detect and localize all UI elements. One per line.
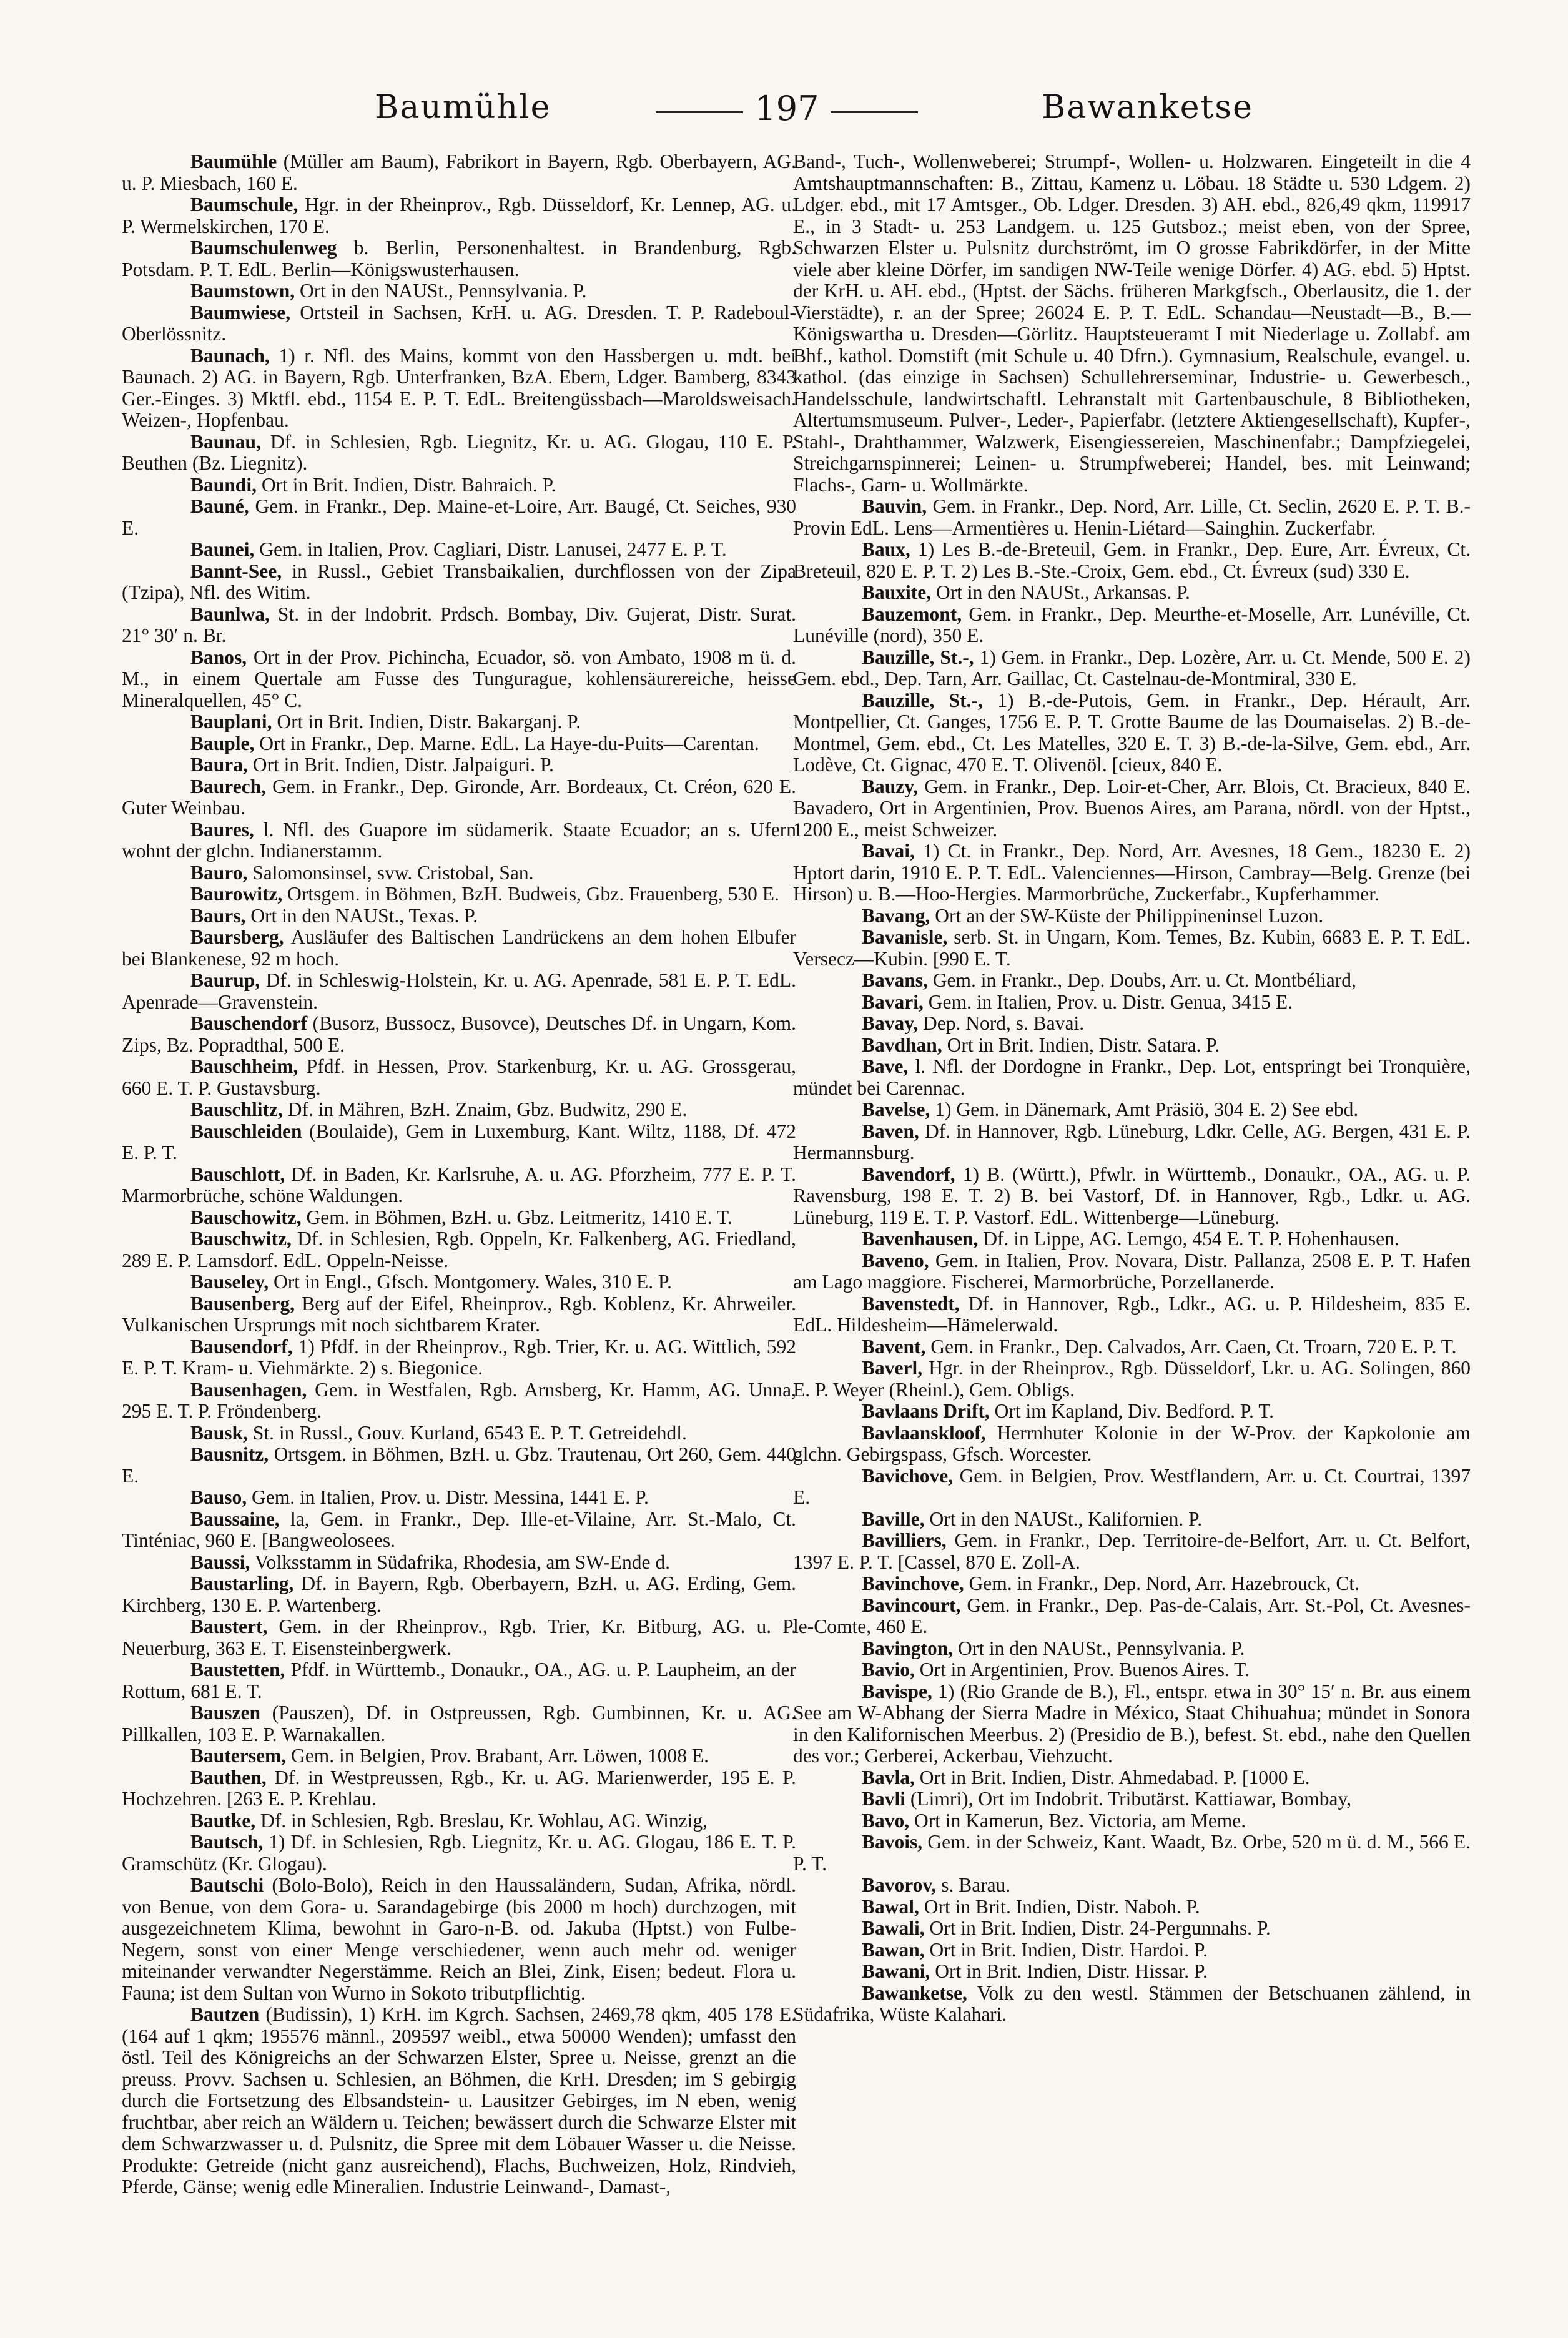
dictionary-entry [122,604,796,647]
entry-headword: Bauso, [190,1486,247,1508]
entry-headword: Bautke, [190,1809,256,1832]
entry-headword: Bawanketse, [862,1981,967,2004]
dictionary-entry [122,1573,796,1616]
entry-text: Df. in Westpreussen, Rgb., Kr. u. AG. Marienwerder, 195 E. P. Hochzehren. [263 E. P. Krehlau. [122,1766,796,1810]
entry-headword: Bausk, [190,1421,248,1444]
entry-text: l. Nfl. der Dordogne in Frankr., Dep. Lot, entspringt bei Tronquière, mündet bei Carennac. [793,1055,1471,1099]
entry-headword: Bavo, [862,1809,910,1832]
entry-headword: Baurowitz, [190,883,283,905]
entry-headword: Baura, [190,754,248,776]
entry-text: Salomonsinsel, svw. Cristobal, San. [252,861,534,884]
entry-headword: Bautschi [190,1874,264,1896]
entry-headword: Baumschule, [190,194,298,215]
entry-text: Hgr. in der Rheinprov., Rgb. Düsseldorf, Kr. Lennep, AG. u. P. Wermelskirchen, 170 E. [122,194,796,237]
entry-headword: Bavenstedt, [862,1292,960,1315]
entry-headword: Bausenberg, [190,1292,295,1315]
entry-text: serb. St. in Ungarn, Kom. Temes, Bz. Kubin, 6683 E. P. T. EdL. Versecz—Kubin. [990 E. T. [793,926,1471,970]
dictionary-entry [122,862,796,884]
entry-text: Gem. in Westfalen, Rgb. Arnsberg, Kr. Hamm, AG. Unna, 295 E. T. P. Fröndenberg. [122,1378,796,1422]
dictionary-entry [122,1810,796,1832]
entry-text: Ort in den NAUSt., Arkansas. P. [936,581,1190,603]
entry-text: Df. in Schlesien, Rgb. Oppeln, Kr. Falkenberg, AG. Friedland, 289 E. P. Lamsdorf. EdL. Oppeln-Neisse. [122,1228,797,1271]
entry-headword: Bauschheim, [190,1055,298,1077]
dictionary-entry [122,1552,796,1574]
dictionary-entry [793,776,1471,841]
dictionary-entry [122,1875,796,2004]
entry-headword: Bavai, [862,840,915,862]
entry-text: la, Gem. in Frankr., Dep. Ille-et-Vilaine, Arr. St.-Malo, Ct. Tinténiac, 960 E. [Bangweolosees. [122,1507,797,1551]
entry-text: Ort in Kamerun, Bez. Victoria, am Meme. [914,1809,1246,1832]
entry-text: (Pauszen), Df. in Ostpreussen, Rgb. Gumbinnen, Kr. u. AG. Pillkallen, 103 E. P. Warnakallen. [122,1702,797,1745]
dictionary-entry [793,1918,1471,1940]
entry-headword: Baux, [862,538,910,560]
entry-text: Gem. in Frankr., Dep. Meurthe-et-Moselle, Arr. Lunéville, Ct. Lunéville (nord), 350 E. [793,603,1471,646]
right-column [793,151,1471,2026]
entry-text: Ort in Argentinien, Prov. Buenos Aires. T. [919,1659,1250,1680]
entry-text: Ausläufer des Baltischen Landrückens an dem hohen Elbufer bei Blankenese, 92 m hoch. [122,926,796,970]
entry-headword: Bavois, [862,1831,923,1853]
entry-headword: Bauschleiden [190,1120,302,1142]
dictionary-entry [122,884,796,905]
entry-text: Ort in Frankr., Dep. Marne. EdL. La Haye-du-Puits—Carentan. [259,732,759,754]
dictionary-entry [793,151,1471,496]
dictionary-entry [122,1293,796,1336]
entry-headword: Bavdhan, [862,1033,942,1056]
dictionary-entry [793,604,1471,647]
dictionary-entry [122,733,796,755]
dictionary-entry [122,1767,796,1810]
dictionary-entry [122,237,796,280]
entry-text: Ort in Brit. Indien, Distr. Hardoi. P. [929,1938,1208,1961]
entry-text: Gem. in Belgien, Prov. Westflandern, Arr. u. Ct. Courtrai, 1397 E. [793,1464,1471,1508]
entry-headword: Baven, [862,1120,919,1142]
dictionary-entry [122,1336,796,1379]
entry-headword: Bavay, [862,1012,919,1034]
dictionary-entry [122,345,796,432]
entry-headword: Baumwiese, [190,301,291,323]
entry-text: 1) Pfdf. in der Rheinprov., Rgb. Trier, Kr. u. AG. Wittlich, 592 E. P. T. Kram- u. Viehmärkte. 2) s. Biegonice. [122,1335,797,1379]
dictionary-entry [793,539,1471,582]
entry-headword: Bauseley, [190,1271,269,1293]
entry-headword: Bawal, [862,1895,919,1918]
entry-text: Gem. in Frankr., Dep. Nord, Arr. Lille, Ct. Seclin, 2620 E. P. T. B.-Provin EdL. Lens—Armentières u. Henin-Liétard—Sainghin. Zuckerfabr. [793,495,1471,539]
dictionary-entry [122,280,796,302]
dictionary-entry [793,1983,1471,2026]
entry-headword: Bauschwitz, [190,1228,292,1250]
entry-headword: Bavenhausen, [862,1228,979,1250]
entry-headword: Baumühle [190,150,277,172]
dictionary-entry [122,776,796,819]
entry-headword: Bausenhagen, [190,1378,307,1401]
entry-headword: Baunlwa, [190,603,270,625]
dictionary-entry [122,432,796,475]
entry-text: Gem. in Italien, Prov. Cagliari, Distr. Lanusei, 2477 E. P. T. [259,538,727,560]
entry-headword: Bauzy, [862,775,919,797]
dictionary-entry [122,2004,796,2198]
dictionary-entry [122,561,796,604]
entry-headword: Baustetten, [190,1659,285,1680]
page-header [0,89,1568,132]
entry-text: Gem. in Frankr., Dep. Gironde, Arr. Bordeaux, Ct. Créon, 620 E. Guter Weinbau. [122,775,797,819]
dictionary-entry [793,1336,1471,1358]
left-running-head: Baumühle [375,89,551,126]
entry-text: Berg auf der Eifel, Rheinprov., Rgb. Koblenz, Kr. Ahrweiler. Vulkanischen Ursprungs mit noch sichtbarem Krater. [122,1292,796,1336]
entry-text: Ort im Kapland, Div. Bedford. P. T. [994,1400,1274,1422]
entry-text: s. Barau. [941,1874,1011,1896]
entry-headword: Bavelse, [862,1098,930,1120]
dictionary-entry [793,1659,1471,1681]
entry-text: Ort in Brit. Indien, Distr. Jalpaiguri. P. [252,754,554,776]
dictionary-entry [122,194,796,237]
entry-headword: Bawan, [862,1938,925,1961]
dictionary-entry [793,690,1471,776]
left-column [122,151,796,2198]
entry-headword: Baures, [190,818,254,841]
dictionary-entry [122,1271,796,1293]
entry-headword: Bautersem, [190,1745,287,1767]
dictionary-entry [793,1788,1471,1810]
entry-headword: Bauplani, [190,711,272,732]
entry-headword: Baverl, [862,1357,923,1379]
dictionary-entry [793,1681,1471,1767]
entry-text: 1) Gem. in Dänemark, Amt Präsiö, 304 E. 2) See ebd. [935,1098,1359,1120]
dictionary-entry [793,1509,1471,1531]
entry-text: Ort in Brit. Indien, Distr. 24-Pergunnahs. P. [929,1917,1271,1939]
entry-headword: Bavli [862,1788,906,1810]
dictionary-entry [122,302,796,345]
entry-headword: Bautzen [190,2003,260,2025]
dictionary-entry [122,1164,796,1207]
dictionary-entry [122,151,796,194]
dictionary-entry [122,539,796,561]
dictionary-entry [793,927,1471,970]
dictionary-entry [793,1056,1471,1099]
entry-headword: Bavington, [862,1637,954,1659]
dictionary-entry [122,1013,796,1056]
entry-headword: Bavendorf, [862,1163,955,1185]
entry-headword: Bavilliers, [862,1529,947,1551]
header-rule-right [831,111,918,113]
entry-text: Gem. in Frankr., Dep. Nord, Arr. Hazebrouck, Ct. [969,1572,1360,1594]
dictionary-entry [122,711,796,733]
dictionary-entry [122,1379,796,1423]
entry-headword: Banos, [190,646,247,668]
dictionary-entry [793,1358,1471,1401]
dictionary-entry [793,1940,1471,1961]
dictionary-entry [793,841,1471,905]
entry-headword: Bavlaanskloof, [862,1421,986,1444]
entry-text: 1) Df. in Schlesien, Rgb. Liegnitz, Kr. u. AG. Glogau, 186 E. T. P. Gramschütz (Kr. Glogau). [122,1831,796,1875]
entry-text: Ort in Brit. Indien, Distr. Naboh. P. [924,1895,1200,1918]
entry-text: (Budissin), 1) KrH. im Kgrch. Sachsen, 2469,78 qkm, 405 178 E. (164 auf 1 qkm; 195576 männl., 209597 weibl., etwa 50000 Wenden); umfasst den östl. Teil des Königreichs an der Schwarzen Elster, Spree u. Neisse, grenzt an die preuss. Provv. Sachsen u. Schlesien, an Böhmen, die KrH. Dresden; im S gebirgig durch die Fortsetzung des Elbsandstein- u. Lausitzer Gebirges, im N eben, wenig fruchtbar, aber reich an Wäldern u. Teichen; bewässert durch die Schwarze Elster mit dem Schwarzwasser u. d. Pulsnitz, die Spree mit dem Löbauer Wasser u. die Neisse. Produkte: Getreide (nicht ganz ausreichend), Flachs, Buchweizen, Holz, Rindvieh, Pferde, Gänse; wenig edle Mineralien. Industrie Leinwand-, Damast-, [122,2003,796,2197]
entry-text: Df. in Hannover, Rgb., Ldkr., AG. u. P. Hildesheim, 835 E. EdL. Hildesheim—Hämelerwald. [793,1292,1471,1336]
entry-headword: Bavent, [862,1335,926,1358]
dictionary-entry [122,1487,796,1509]
entry-headword: Bavari, [862,990,924,1013]
entry-text: Df. in Schleswig-Holstein, Kr. u. AG. Apenrade, 581 E. P. T. EdL. Apenrade—Gravenstein. [122,969,796,1013]
entry-text: Ort in Engl., Gfsch. Montgomery. Wales, 310 E. P. [274,1271,672,1293]
entry-text: Gem. in der Schweiz, Kant. Waadt, Bz. Orbe, 520 m ü. d. M., 566 E. P. T. [793,1831,1471,1875]
dictionary-entry [793,1466,1471,1509]
entry-headword: Bauné, [190,495,249,517]
dictionary-entry [793,1121,1471,1164]
entry-text: Ort in Brit. Indien, Distr. Bakarganj. P. [277,711,581,732]
dictionary-entry [122,1702,796,1745]
entry-text: Df. in Lippe, AG. Lemgo, 454 E. T. P. Hohenhausen. [983,1228,1399,1250]
entry-text: Gem. in Frankr., Dep. Calvados, Arr. Caen, Ct. Troarn, 720 E. P. T. [930,1335,1457,1358]
dictionary-entry [793,1250,1471,1293]
entry-headword: Bauzille, St.-, [862,689,983,711]
entry-headword: Baundi, [190,473,257,496]
entry-text: Gem. in Böhmen, BzH. u. Gbz. Leitmeritz, 1410 E. T. [306,1206,732,1228]
dictionary-entry [793,970,1471,992]
entry-text: (Limri), Ort im Indobrit. Tributärst. Kattiawar, Bombay, [910,1788,1352,1810]
entry-headword: Bausendorf, [190,1335,293,1358]
dictionary-entry [122,1228,796,1271]
entry-headword: Bauxite, [862,581,932,603]
entry-headword: Bavla, [862,1766,915,1788]
dictionary-entry [122,496,796,539]
entry-text: Ort in Brit. Indien, Distr. Satara. P. [947,1033,1220,1056]
entry-headword: Bavichove, [862,1464,954,1487]
entry-text: Ort in den NAUSt., Pennsylvania. P. [300,280,587,302]
entry-headword: Baursberg, [190,926,284,948]
dictionary-entry [793,1595,1471,1638]
entry-text: 1) (Rio Grande de B.), Fl., entspr. etwa in 30° 15′ n. Br. aus einem See am W-Abhang der Sierra Madre in México, Staat Chihuahua; mündet in Sonora in den Kalifornischen Meerbus. 2) (Presidio de B.), befest. St. ebd., nahe den Quellen des vor.; Gerberei, Ackerbau, Viehzucht. [793,1680,1471,1767]
entry-headword: Bavio, [862,1659,915,1680]
dictionary-entry [793,1423,1471,1466]
entry-text: Gem. in Italien, Prov. u. Distr. Genua, 3415 E. [928,990,1293,1013]
entry-headword: Baustert, [190,1615,268,1637]
dictionary-entry [793,1013,1471,1035]
entry-headword: Bavorov, [862,1874,937,1896]
entry-text: b. Berlin, Personenhaltest. in Brandenburg, Rgb. Potsdam. P. T. EdL. Berlin—Königswusterhausen. [122,237,796,280]
entry-text: Ort in den NAUSt., Pennsylvania. P. [958,1637,1245,1659]
entry-text: Ort in Brit. Indien, Distr. Ahmedabad. P. [1000 E. [919,1766,1310,1788]
entry-text: 1) r. Nfl. des Mains, kommt von den Hassbergen u. mdt. bei Baunach. 2) AG. in Bayern, Rgb. Unterfranken, BzA. Ebern, Ldger. Bamberg, 8343 Ger.-Einges. 3) Mktfl. ebd., 1154 E. P. T. EdL. Breitengüssbach—Maroldsweisach. Weizen-, Hopfenbau. [122,344,796,431]
entry-headword: Bauschendorf [190,1012,308,1034]
entry-text: Pfdf. in Württemb., Donaukr., OA., AG. u. P. Laupheim, an der Rottum, 681 E. T. [122,1659,797,1702]
entry-text: Gem. in Italien, Prov. Novara, Distr. Pallanza, 2508 E. P. T. Hafen am Lago maggiore. Fischerei, Marmorbrüche, Porzellanerde. [793,1249,1471,1293]
dictionary-entry [793,1401,1471,1423]
page-number: 197 [754,89,819,128]
entry-text: Df. in Baden, Kr. Karlsruhe, A. u. AG. Pforzheim, 777 E. P. T. Marmorbrüche, schöne Waldungen. [122,1163,797,1206]
entry-headword: Bauthen, [190,1766,267,1788]
entry-text: l. Nfl. des Guapore im südamerik. Staate Ecuador; an s. Ufern wohnt der glchn. Indianerstamm. [122,818,797,862]
entry-headword: Bavlaans Drift, [862,1400,990,1422]
entry-text: Hgr. in der Rheinprov., Rgb. Düsseldorf, Lkr. u. AG. Solingen, 860 E. P. Weyer (Rheinl.), Gem. Obligs. [793,1357,1471,1401]
entry-text: Df. in Schlesien, Rgb. Breslau, Kr. Wohlau, AG. Winzig, [260,1809,708,1832]
entry-headword: Bave, [862,1055,909,1077]
dictionary-entry [122,754,796,776]
entry-headword: Bauschlott, [190,1163,285,1185]
entry-headword: Bavans, [862,969,928,991]
entry-text: Band-, Tuch-, Wollenweberei; Strumpf-, Wollen- u. Holzwaren. Eingeteilt in die 4 Amtshauptmannschaften: B., Zittau, Kamenz u. Löbau. 18 Städte u. 530 Ldgem. 2) Ldger. ebd., mit 17 Amtsger., Ob. Ldger. Dresden. 3) AH. ebd., 826,49 qkm, 119917 E., in 3 Stadt- u. 253 Landgem. u. 125 Gutsboz.; meist eben, von der Spree, Schwarzen Elster u. Pulsnitz durchströmt, im O grosse Fabrikdörfer, in der Mitte viele aber kleine Dörfer, im sandigen NW-Teile wenige Dörfer. 4) AG. ebd. 5) Hptst. der KrH. u. AH. ebd., (Hptst. der Sächs. früheren Markgfsch., Oberlausitz, die 1. der Vierstädte), r. an der Spree; 26024 E. P. T. EdL. Schandau—Neustadt—B., B.—Königswartha u. Dresden—Görlitz. Hauptsteueramt I mit Niederlage u. Zollabf. am Bhf., kathol. Domstift (mit Schule u. 40 Dfrn.). Gymnasium, Realschule, evangel. u. kathol. (das einzige in Sachsen) Schullehrerseminar, Industrie- u. Gewerbesch., Handelsschule, landwirtschaftl. Lehranstalt mit Gartenbauschule, 8 Bibliotheken, Altertumsmuseum. Pulver-, Leder-, Papierfabr. (letztere Aktiengesellschaft), Kupfer-, Stahl-, Drahthammer, Walzwerk, Eisengiessereien, Maschinenfabr.; Dampfziegelei, Streichgarnspinnerei; Leinen- u. Strumpfweberei; Handel, bes. mit Leinwand; Flachs-, Garn- u. Wollmärkte. [793,150,1471,496]
entry-text: Ortsgem. in Böhmen, BzH. u. Gbz. Trautenau, Ort 260, Gem. 440 E. [122,1443,796,1487]
entry-headword: Baurs, [190,904,246,927]
entry-headword: Baurup, [190,969,260,991]
entry-headword: Bawani, [862,1960,930,1982]
entry-headword: Bausnitz, [190,1443,269,1465]
dictionary-entry [122,1121,796,1164]
entry-text: Df. in Schlesien, Rgb. Liegnitz, Kr. u. AG. Glogau, 110 E. P. Beuthen (Bz. Liegnitz). [122,430,797,474]
entry-headword: Bautsch, [190,1831,264,1853]
entry-text: Ort in den NAUSt., Texas. P. [250,904,478,927]
dictionary-entry [122,1745,796,1767]
entry-text: Ort an der SW-Küste der Philippineninsel Luzon. [935,904,1324,927]
entry-text: 1) Les B.-de-Breteuil, Gem. in Frankr., Dep. Eure, Arr. Évreux, Ct. Breteuil, 820 E. P. T. 2) Les B.-Ste.-Croix, Gem. ebd., Ct. Évreux (sud) 330 E. [793,538,1471,582]
entry-text: Gem. in Frankr., Dep. Territoire-de-Belfort, Arr. u. Ct. Belfort, 1397 E. P. T. [Cassel, 870 E. Zoll-A. [793,1529,1471,1573]
entry-text: Herrnhuter Kolonie in der W-Prov. der Kapkolonie am glchn. Gebirgspass, Gfsch. Worcester. [793,1421,1471,1465]
dictionary-entry [122,905,796,927]
entry-headword: Bavang, [862,904,930,927]
dictionary-entry [122,1056,796,1099]
entry-text: Gem. in der Rheinprov., Rgb. Trier, Kr. Bitburg, AG. u. P. Neuerburg, 363 E. T. Eisensteinbergwerk. [122,1615,797,1659]
entry-text: Gem. in Belgien, Prov. Brabant, Arr. Löwen, 1008 E. [290,1745,709,1767]
entry-text: St. in Russl., Gouv. Kurland, 6543 E. P. T. Getreidehdl. [252,1421,687,1444]
entry-headword: Bauschlitz, [190,1098,283,1120]
entry-headword: Baussaine, [190,1507,280,1530]
dictionary-entry [122,1616,796,1659]
entry-headword: Baussi, [190,1551,250,1573]
entry-headword: Bauro, [190,861,248,884]
dictionary-entry [793,1961,1471,1983]
dictionary-entry [793,1164,1471,1229]
dictionary-entry [793,1573,1471,1595]
entry-text: Ort in den NAUSt., Kalifornien. P. [929,1507,1203,1530]
dictionary-entry [793,647,1471,690]
entry-headword: Baunach, [190,344,270,367]
entry-headword: Baunei, [190,538,255,560]
entry-text: Gem. in Frankr., Dep. Doubs, Arr. u. Ct. Montbéliard, [932,969,1356,991]
entry-text: 1) Ct. in Frankr., Dep. Nord, Arr. Avesnes, 18 Gem., 18230 E. 2) Hptort darin, 1910 E. P. T. EdL. Valenciennes—Hirson, Cambray—Belg. Grenze (bei Hirson) u. B.—Hoo-Hergies. Marmorbrüche, Zuckerfabr., Kupferhammer. [793,840,1471,905]
entry-text: St. in der Indobrit. Prdsch. Bombay, Div. Gujerat, Distr. Surat. 21° 30′ n. Br. [122,603,797,646]
dictionary-entry [793,1530,1471,1573]
dictionary-entry [122,1099,796,1121]
dictionary-entry [793,1832,1471,1875]
entry-text: (Bolo-Bolo), Reich in den Haussaländern, Sudan, Afrika, nördl. von Benue, von dem Gora- u. Sarandagebirge (bis 2000 m hoch) durchzogen, mit ausgezeichnetem Klima, bewohnt in Garo-n-B. od. Jakuba (Hptst.) von Fulbe-Negern, sonst von einer Menge verschiedener, wenn auch mehr od. weniger miteinander verwandter Negerstämme. Reich an Blei, Zink, Eisen; bedeut. Flora u. Fauna; ist dem Sultan von Wurno in Sokoto tributpflichtig. [122,1874,796,2004]
entry-text: Df. in Mähren, BzH. Znaim, Gbz. Budwitz, 290 E. [287,1098,688,1120]
dictionary-entry [793,582,1471,604]
dictionary-entry [793,1875,1471,1897]
dictionary-entry [793,1810,1471,1832]
entry-text: Gem. in Frankr., Dep. Loir-et-Cher, Arr. Blois, Ct. Bracieux, 840 E. Bavadero, Ort in Argentinien, Prov. Buenos Aires, am Parana, nördl. von der Hptst., 1200 E., meist Schweizer. [793,775,1471,841]
entry-text: Volksstamm in Südafrika, Rhodesia, am SW-Ende d. [254,1551,670,1573]
dictionary-entry [793,1638,1471,1660]
entry-headword: Bauschowitz, [190,1206,302,1228]
dictionary-entry [122,1444,796,1487]
entry-headword: Baunau, [190,430,261,453]
dictionary-entry [122,1423,796,1444]
entry-headword: Bavispe, [862,1680,932,1702]
dictionary-entry [122,970,796,1013]
entry-text: Ortsgem. in Böhmen, BzH. Budweis, Gbz. Frauenberg, 530 E. [287,883,779,905]
entry-text: Ort in Brit. Indien, Distr. Hissar. P. [935,1960,1208,1982]
entry-headword: Bawali, [862,1917,925,1939]
dictionary-entry [122,1509,796,1552]
dictionary-entry [122,647,796,712]
entry-text: Dep. Nord, s. Bavai. [923,1012,1085,1034]
dictionary-entry [122,819,796,862]
dictionary-entry [122,1207,796,1229]
entry-headword: Baville, [862,1507,925,1530]
entry-headword: Bauzemont, [862,603,962,625]
entry-text: Df. in Hannover, Rgb. Lüneburg, Ldkr. Celle, AG. Bergen, 431 E. P. Hermannsburg. [793,1120,1471,1163]
entry-text: 1) B. (Württ.), Pfwlr. in Württemb., Donaukr., OA., AG. u. P. Ravensburg, 198 E. T. 2) B. bei Vastorf, Df. in Hannover, Rgb., Ldkr. u. AG. Lüneburg, 119 E. T. P. Vastorf. EdL. Wittenberge—Lüneburg. [793,1163,1471,1228]
entry-text: Volk zu den westl. Stämmen der Betschuanen zählend, in Südafrika, Wüste Kalahari. [793,1981,1471,2025]
dictionary-entry [793,496,1471,539]
entry-headword: Baumschulenweg [190,237,337,259]
entry-headword: Baustarling, [190,1572,294,1594]
entry-text: 1) Gem. in Frankr., Dep. Lozère, Arr. u. Ct. Mende, 500 E. 2) Gem. ebd., Dep. Tarn, Arr. Gaillac, Ct. Castelnau-de-Montmiral, 330 E. [793,646,1471,689]
entry-headword: Bauple, [190,732,255,754]
dictionary-entry [122,1832,796,1875]
entry-headword: Bauszen [190,1702,261,1724]
entry-text: Gem. in Frankr., Dep. Pas-de-Calais, Arr. St.-Pol, Ct. Avesnes-le-Comte, 460 E. [793,1594,1471,1637]
entry-text: Pfdf. in Hessen, Prov. Starkenburg, Kr. u. AG. Grossgerau, 660 E. T. P. Gustavsburg. [122,1055,796,1099]
entry-text: (Boulaide), Gem in Luxemburg, Kant. Wiltz, 1188, Df. 472 E. P. T. [122,1120,796,1163]
entry-text: in Russl., Gebiet Transbaikalien, durchflossen von der Zipa (Tzipa), Nfl. des Witim. [122,560,796,603]
entry-text: Df. in Bayern, Rgb. Oberbayern, BzH. u. AG. Erding, Gem. Kirchberg, 130 E. P. Wartenberg. [122,1572,796,1616]
dictionary-entry [122,475,796,496]
dictionary-entry [793,1099,1471,1121]
entry-headword: Bavinchove, [862,1572,964,1594]
dictionary-entry [793,1228,1471,1250]
entry-text: Gem. in Frankr., Dep. Maine-et-Loire, Arr. Baugé, Ct. Seiches, 930 E. [122,495,797,539]
entry-text: Ortsteil in Sachsen, KrH. u. AG. Dresden. T. P. Radeboul-Oberlössnitz. [122,301,796,345]
entry-text: (Müller am Baum), Fabrikort in Bayern, Rgb. Oberbayern, AG. u. P. Miesbach, 160 E. [122,150,797,194]
dictionary-entry [793,992,1471,1014]
entry-headword: Bauvin, [862,495,927,517]
entry-text: Ort in Brit. Indien, Distr. Bahraich. P. [261,473,556,496]
dictionary-entry [793,1767,1471,1789]
dictionary-entry [122,1659,796,1702]
entry-text: Ort in der Prov. Pichincha, Ecuador, sö. von Ambato, 1908 m ü. d. M., in einem Quertale am Fusse des Tungurague, kohlensäurereiche, heisse Mineralquellen, 45° C. [122,646,796,711]
entry-text: Gem. in Italien, Prov. u. Distr. Messina, 1441 E. P. [252,1486,649,1508]
entry-headword: Bannt-See, [190,560,282,582]
entry-headword: Baveno, [862,1249,929,1271]
entry-headword: Bauzille, St.-, [862,646,974,668]
entry-headword: Bavincourt, [862,1594,961,1616]
dictionary-entry [793,1897,1471,1918]
dictionary-entry [793,905,1471,927]
entry-headword: Baurech, [190,775,267,797]
dictionary-entry [793,1035,1471,1057]
right-running-head: Bawanketse [1042,89,1253,126]
dictionary-entry [122,927,796,970]
dictionary-entry [793,1293,1471,1336]
entry-headword: Bavanisle, [862,926,948,948]
entry-headword: Baumstown, [190,280,295,302]
entry-text: (Busorz, Bussocz, Busovce), Deutsches Df. in Ungarn, Kom. Zips, Bz. Popradthal, 500 E. [122,1012,796,1056]
entry-text: 1) B.-de-Putois, Gem. in Frankr., Dep. Hérault, Arr. Montpellier, Ct. Ganges, 1756 E. P. T. Grotte Baume de las Doumaiselas. 2) B.-de-Montmel, Gem. ebd., Ct. Les Matelles, 320 E. T. 3) B.-de-la-Silve, Gem. ebd., Arr. Lodève, Ct. Gignac, 470 E. T. Olivenöl. [cieux, 840 E. [793,689,1471,776]
